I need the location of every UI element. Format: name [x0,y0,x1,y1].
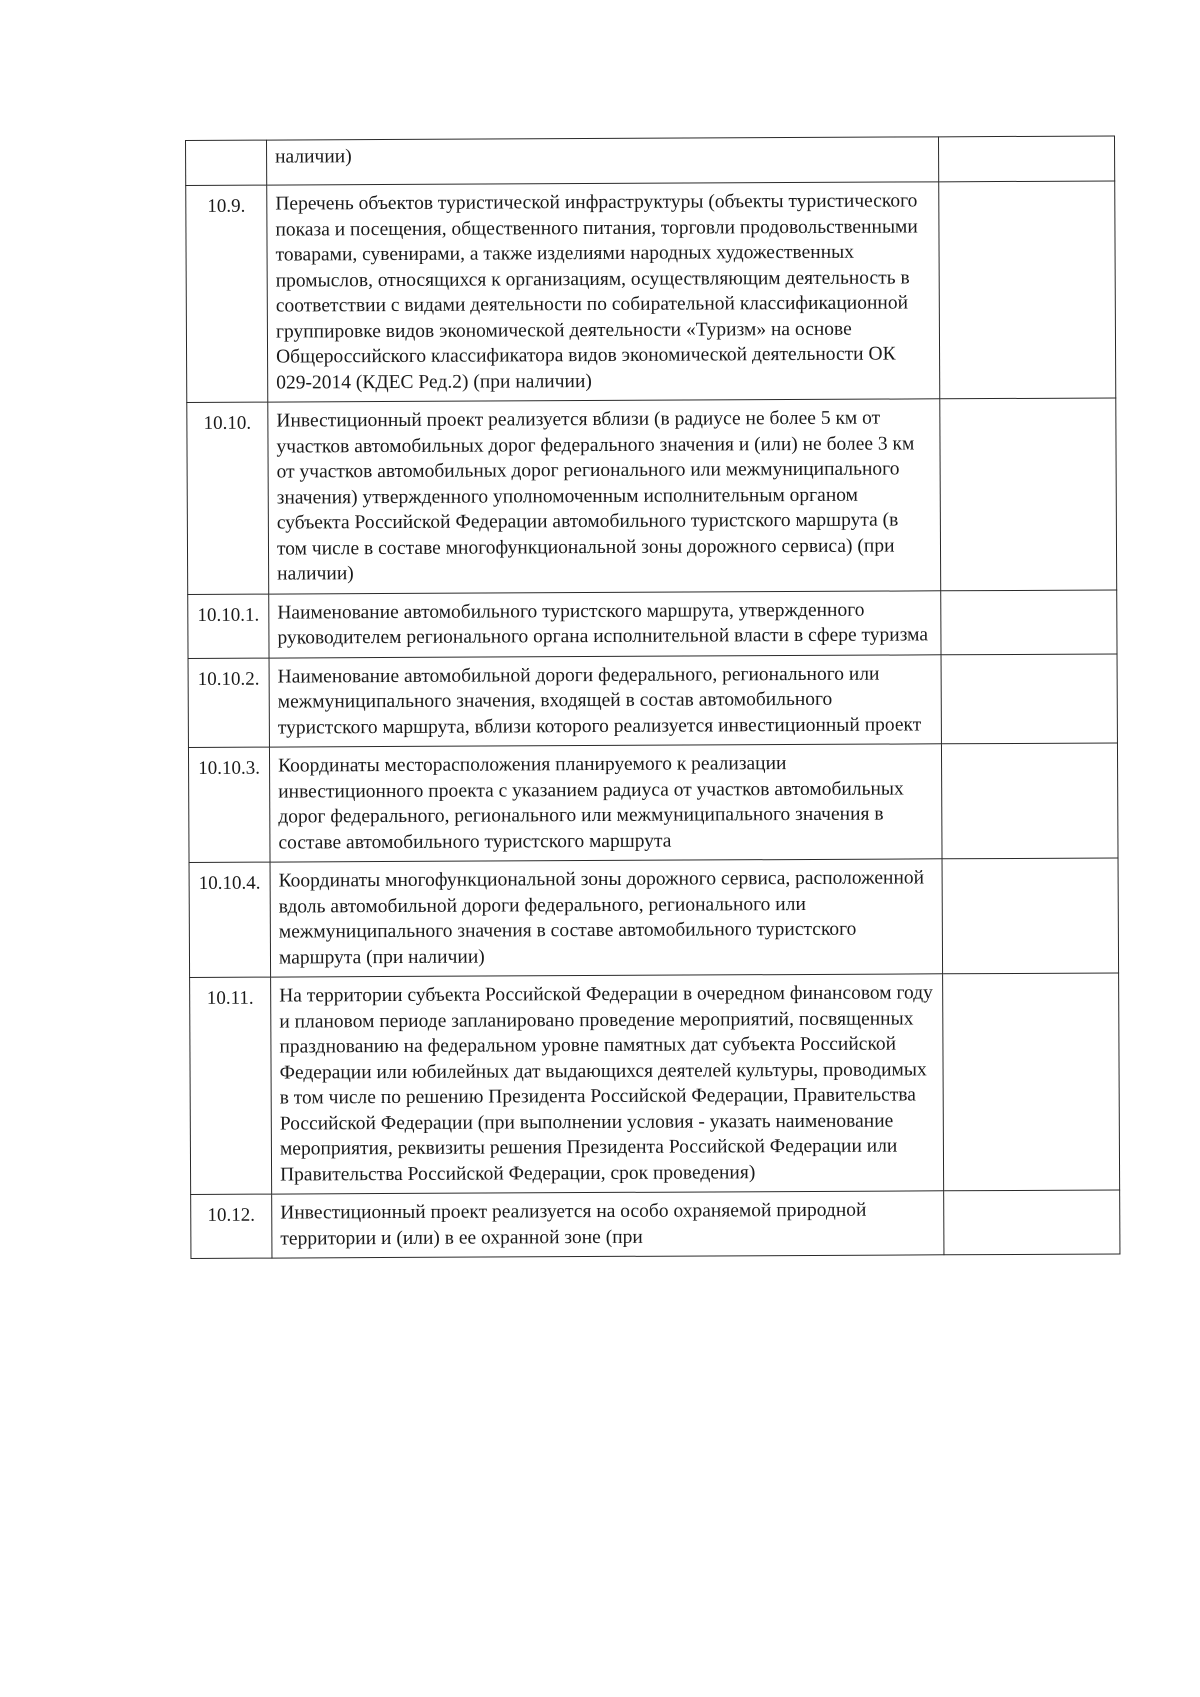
row-value-cell [943,973,1120,1191]
row-number: 10.10.2. [188,658,269,748]
table-row [188,743,1118,863]
table-row [186,136,1115,186]
row-value-cell [941,653,1117,743]
table-row [191,1190,1120,1259]
row-number [186,140,267,185]
row-description: Координаты многофункциональной зоны дорожного сервиса, расположенной вдоль автомобильной дороги федерального, регионального или межмуниципального значения в составе автомобильного туристского маршрута (при наличии) [270,859,943,977]
row-value-cell [938,136,1114,182]
row-number: 10.10. [187,402,269,594]
table-row [190,973,1120,1195]
row-value-cell [944,1190,1120,1255]
row-number: 10.9. [186,185,268,402]
row-number: 10.12. [191,1194,272,1258]
table-row [187,398,1117,594]
row-number: 10.10.3. [188,747,270,862]
row-description: Перечень объектов туристической инфраструктуры (объекты туристического показа и посещения, общественного питания, торговли продовольственными товарами, сувенирами, а также изделиями народных художественных промыслов, относящихся к организациям, осуществляющим деятельность в соответствии с видами деятельности по собирательной классификационной группировке видов экономической деятельности «Туризм» на основе Общероссийского классификатора видов экономической деятельности ОК 029-2014 (КДЕС Ред.2) (при наличии) [267,182,940,402]
table-row [188,589,1117,658]
row-description: Инвестиционный проект реализуется на особо охраняемой природной территории и (или) в ее охранной зоне (при [272,1191,944,1258]
row-description: Наименование автомобильного туристского маршрута, утвержденного руководителем регионального органа исполнительной власти в сфере туризма [269,590,941,657]
row-number: 10.10.1. [188,594,269,658]
table-row [188,653,1117,747]
row-value-cell [939,181,1116,399]
row-value-cell [941,743,1118,859]
row-number: 10.11. [190,977,272,1194]
row-description: Инвестиционный проект реализуется вблизи (в радиусе не более 5 км от участков автомобильных дорог федерального значения и (или) не более 3 км от участков автомобильных дорог регионального или межмуниципального значения) утвержденного уполномоченным исполнительным органом субъекта Российской Федерации автомобильного туристского маршрута (в том числе в составе многофункциональной зоны дорожного сервиса) (при наличии) [268,399,941,594]
row-value-cell [940,398,1117,590]
row-description: Наименование автомобильной дороги федерального, регионального или межмуниципального значения, входящей в состав автомобильного туристского маршрута, вблизи которого реализуется инвестиционный проект [269,654,941,747]
row-description: На территории субъекта Российской Федерации в очередном финансовом году и плановом периоде запланировано проведение мероприятий, посвященных празднованию на федеральном уровне памятных дат субъекта Российской Федерации или юбилейных дат выдающихся деятелей культуры, проводимых в том числе по решению Президента Российской Федерации, Правительства Российской Федерации (при выполнении условия - указать наименование мероприятия, реквизиты решения Президента Российской Федерации или Правительства Российской Федерации, срок проведения) [271,974,944,1194]
row-value-cell [942,858,1119,974]
requirements-table [185,135,1120,1259]
row-description: наличии) [267,137,939,185]
row-number: 10.10.4. [189,862,271,977]
table-row [186,181,1116,403]
row-value-cell [941,589,1117,654]
row-description: Координаты месторасположения планируемого к реализации инвестиционного проекта с указанием радиуса от участков автомобильных дорог федерального, регионального или межмуниципального значения в составе автомобильного туристского маршрута [269,744,942,862]
table-row [189,858,1119,978]
